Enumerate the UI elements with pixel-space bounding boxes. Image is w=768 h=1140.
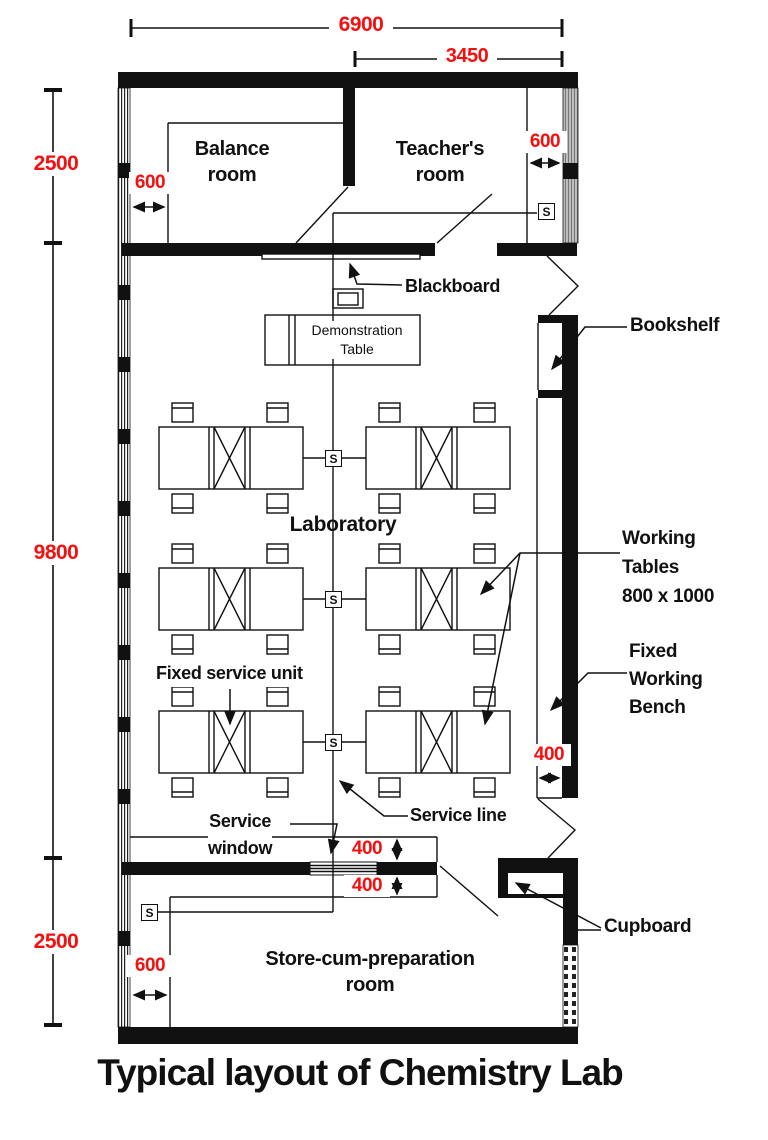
- bookshelf: [538, 315, 578, 398]
- worktable: [366, 544, 510, 654]
- left-wall-pier: [118, 717, 130, 732]
- dim-top-room-depth: 2500: [26, 152, 86, 176]
- left-wall-pier: [118, 285, 130, 300]
- lab-side-counter: [130, 837, 437, 862]
- dim-store-bench: 600: [127, 955, 173, 977]
- demonstration-table-label: Demonstration Table: [297, 321, 417, 359]
- diagram-title: Typical layout of Chemistry Lab: [97, 1052, 623, 1093]
- cupboard: [498, 858, 578, 945]
- left-window-wall: [118, 88, 130, 1027]
- dim-bench-depth: 400: [527, 744, 571, 766]
- balance-door: [296, 187, 348, 243]
- blackboard-leader: [350, 264, 402, 285]
- worktable: [159, 403, 303, 513]
- dim-teacher-room-width: 3450: [437, 45, 497, 68]
- dim-overall-width: 6900: [329, 13, 393, 37]
- worktable: [366, 687, 510, 797]
- left-wall-pier: [118, 789, 130, 804]
- fixed-working-bench: [537, 398, 578, 798]
- service-wall-left: [122, 862, 310, 875]
- service-window-label: Service window: [208, 808, 272, 862]
- switch-symbol-row1: S: [325, 450, 342, 467]
- lab-entry-door-upper: [547, 256, 578, 315]
- dim-counter-above: 400: [344, 838, 390, 860]
- teacher-room-label: Teacher's room: [395, 138, 485, 186]
- left-wall-pier: [118, 501, 130, 516]
- switch-symbol-store: S: [141, 904, 158, 921]
- blackboard-label: Blackboard: [405, 272, 500, 300]
- dim-teacher-bench: 600: [523, 131, 567, 153]
- fixed-working-bench-label: Fixed Working Bench: [629, 638, 703, 722]
- bookshelf-label: Bookshelf: [630, 312, 719, 340]
- cupboard-leader: [516, 883, 601, 930]
- balance-room-label: Balance room: [194, 138, 270, 186]
- worktable: [159, 687, 303, 797]
- switch-symbol-row2: S: [325, 591, 342, 608]
- service-window-leader: [290, 824, 337, 853]
- left-wall-pier: [118, 357, 130, 372]
- teacher-door: [437, 194, 492, 243]
- switch-symbol-teacher: S: [538, 203, 555, 220]
- working-tables-label: Working Tables 800 x 1000: [622, 524, 714, 611]
- cupboard-label: Cupboard: [604, 913, 691, 941]
- laboratory-label: Laboratory: [289, 513, 397, 536]
- dim-store-room-depth: 2500: [26, 930, 86, 954]
- store-room-label: Store-cum-preparation room: [265, 948, 475, 996]
- worktable: [366, 403, 510, 513]
- mid-wall-right: [497, 243, 577, 256]
- switch-symbol-row3: S: [325, 734, 342, 751]
- balance-teacher-partition: [343, 88, 355, 186]
- service-line-label: Service line: [410, 801, 506, 829]
- bottom-wall: [118, 1027, 578, 1044]
- fixed-service-unit-label: Fixed service unit: [156, 659, 303, 687]
- dim-lab-depth: 9800: [25, 541, 87, 565]
- lab-entry-door-lower: [538, 799, 575, 858]
- worktable: [159, 544, 303, 654]
- service-wall-right: [377, 862, 437, 875]
- left-wall-pier: [118, 429, 130, 444]
- service-window: [310, 862, 377, 875]
- left-wall-pier: [118, 931, 130, 946]
- top-wall: [118, 72, 578, 88]
- store-door: [440, 866, 498, 916]
- left-wall-pier: [118, 645, 130, 660]
- blackboard: [262, 254, 420, 259]
- left-wall-pier: [118, 573, 130, 588]
- store-right-vent-wall: [563, 945, 578, 1027]
- dim-balance-bench: 600: [129, 172, 171, 194]
- right-wall-pier: [563, 163, 578, 179]
- dim-counter-below: 400: [344, 875, 390, 897]
